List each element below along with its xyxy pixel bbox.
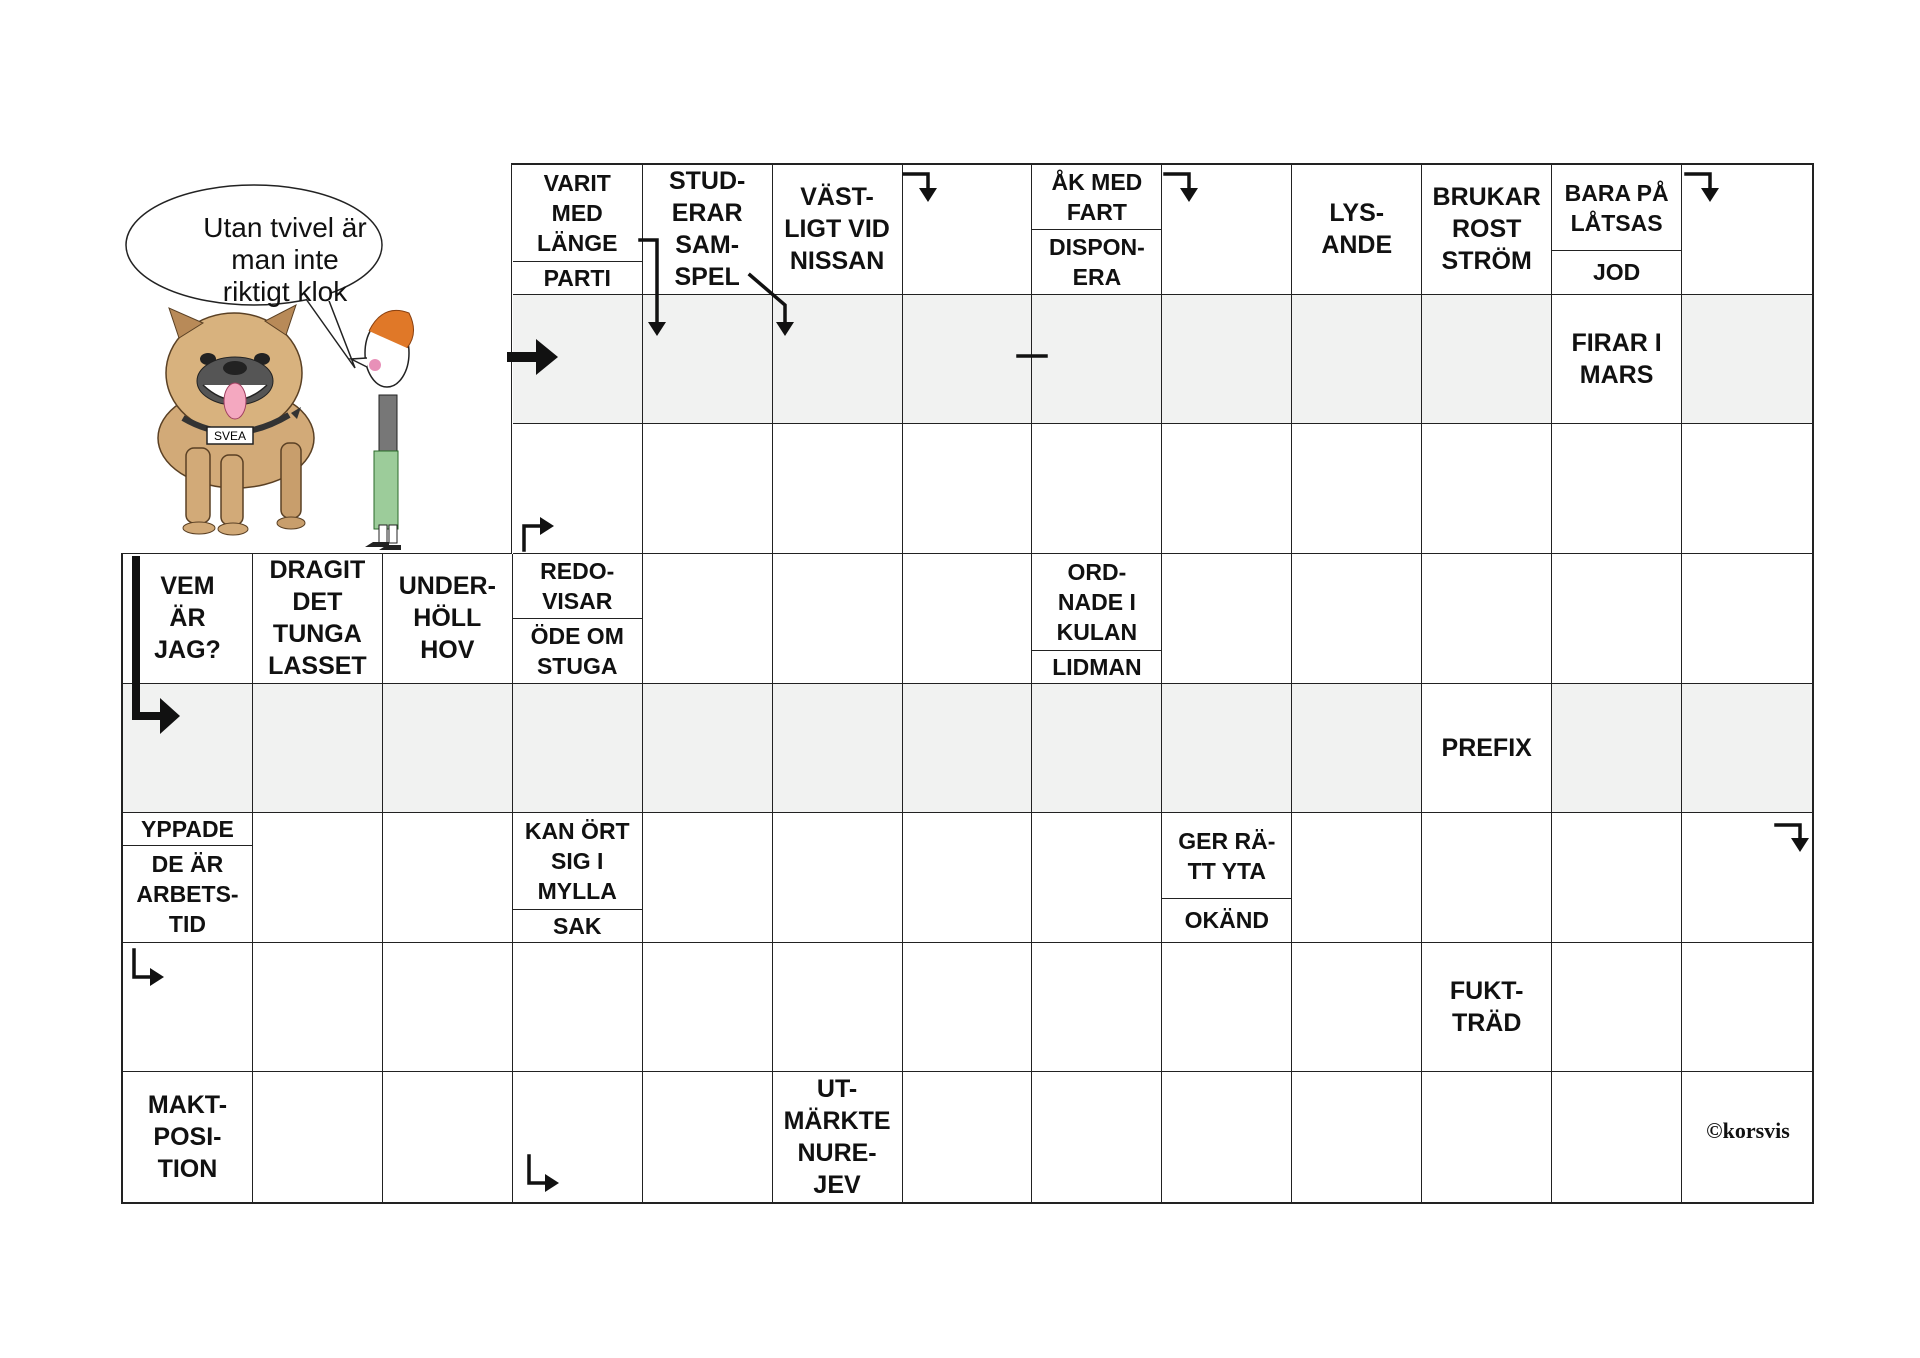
clue-cell	[513, 813, 643, 943]
clue-text: YPPADE	[141, 816, 234, 843]
answer-cell[interactable]	[903, 554, 1033, 684]
answer-cell[interactable]	[643, 554, 773, 684]
clue-text: DRAGIT DET TUNGA LASSET	[268, 556, 367, 681]
answer-cell[interactable]	[253, 684, 383, 814]
answer-cell[interactable]	[1422, 813, 1552, 943]
clue-cell	[123, 554, 253, 684]
answer-cell[interactable]	[1682, 424, 1812, 554]
answer-cell[interactable]	[773, 424, 903, 554]
answer-cell[interactable]	[903, 165, 1033, 295]
answer-cell[interactable]	[1682, 943, 1812, 1073]
clue-cell	[643, 165, 773, 295]
clue-text: UT- MÄRKTE NURE- JEV	[783, 1075, 891, 1200]
clue-cell	[1422, 684, 1552, 814]
clue-cell	[1422, 165, 1552, 295]
answer-cell[interactable]	[1682, 165, 1812, 295]
clue-cell	[123, 1072, 253, 1202]
clue-text: VÄST- LIGT VID NISSAN	[784, 183, 890, 276]
answer-cell[interactable]	[1162, 1072, 1292, 1202]
clue-text: DE ÄR ARBETS- TID	[123, 845, 252, 942]
clue-text: MAKT- POSI- TION	[147, 1091, 228, 1184]
clue-text: JOD	[1552, 250, 1681, 294]
clue-text: PARTI	[513, 261, 642, 294]
answer-cell[interactable]	[513, 295, 643, 425]
answer-cell[interactable]	[123, 943, 253, 1073]
clue-text: ORD- NADE I KULAN	[1056, 558, 1138, 645]
answer-cell[interactable]	[1292, 424, 1422, 554]
clue-text: BARA PÅ LÅTSAS	[1564, 179, 1669, 236]
clue-cell	[1552, 165, 1682, 295]
answer-cell[interactable]	[1292, 813, 1422, 943]
answer-cell[interactable]	[1552, 1072, 1682, 1202]
answer-cell[interactable]	[1162, 424, 1292, 554]
answer-cell[interactable]	[643, 295, 773, 425]
clue-cell	[123, 813, 253, 943]
answer-cell[interactable]	[643, 684, 773, 814]
answer-cell[interactable]	[1422, 1072, 1552, 1202]
answer-cell[interactable]	[773, 943, 903, 1073]
clue-cell	[1162, 813, 1292, 943]
answer-cell[interactable]	[903, 295, 1033, 425]
clue-text: STUD- ERAR SAM- SPEL	[668, 167, 746, 292]
answer-cell[interactable]	[1162, 943, 1292, 1073]
answer-cell[interactable]	[383, 1072, 513, 1202]
clue-cell	[513, 554, 643, 684]
answer-cell[interactable]	[1422, 554, 1552, 684]
clue-text: REDO- VISAR	[540, 557, 615, 614]
clue-text: LIDMAN	[1032, 650, 1161, 683]
clue-text: ÅK MED FART	[1051, 168, 1143, 225]
copyright-notice: ©korsvis	[1706, 1118, 1790, 1143]
clue-cell	[1552, 295, 1682, 425]
clue-cell	[513, 165, 643, 295]
answer-cell[interactable]	[1682, 813, 1812, 943]
clue-text: FIRAR I MARS	[1571, 328, 1662, 389]
answer-cell[interactable]	[1292, 943, 1422, 1073]
answer-cell[interactable]	[773, 295, 903, 425]
answer-cell[interactable]	[1552, 424, 1682, 554]
clue-cell	[1292, 165, 1422, 295]
answer-cell[interactable]	[1552, 554, 1682, 684]
answer-cell[interactable]	[383, 684, 513, 814]
clue-cell	[1032, 165, 1162, 295]
answer-cell[interactable]	[1422, 424, 1552, 554]
answer-cell[interactable]	[773, 554, 903, 684]
answer-cell[interactable]	[903, 1072, 1033, 1202]
answer-cell[interactable]	[1682, 684, 1812, 814]
answer-cell[interactable]	[1032, 295, 1162, 425]
answer-cell[interactable]	[1032, 1072, 1162, 1202]
answer-cell[interactable]	[1292, 554, 1422, 684]
answer-cell[interactable]	[1552, 943, 1682, 1073]
clue-cell	[1032, 554, 1162, 684]
answer-cell[interactable]	[1292, 1072, 1422, 1202]
answer-cell[interactable]	[383, 943, 513, 1073]
clue-text: ÖDE OM STUGA	[513, 618, 642, 683]
answer-cell[interactable]	[773, 684, 903, 814]
clue-text: PREFIX	[1441, 733, 1532, 762]
clue-text: UNDER- HÖLL HOV	[398, 572, 496, 665]
answer-cell[interactable]	[513, 684, 643, 814]
answer-cell[interactable]	[643, 1072, 773, 1202]
clue-text: VARIT MED LÄNGE	[536, 169, 618, 256]
answer-cell[interactable]	[1552, 684, 1682, 814]
clue-text: OKÄND	[1162, 898, 1291, 942]
clue-cell	[383, 554, 513, 684]
answer-cell[interactable]	[513, 1072, 643, 1202]
clue-text: KAN ÖRT SIG I MYLLA	[524, 817, 630, 904]
answer-cell[interactable]	[1292, 295, 1422, 425]
answer-cell[interactable]	[253, 943, 383, 1073]
clue-text: DISPON- ERA	[1032, 229, 1161, 294]
answer-cell[interactable]	[1162, 295, 1292, 425]
answer-cell[interactable]	[643, 813, 773, 943]
clue-cell	[1422, 943, 1552, 1073]
answer-cell[interactable]	[253, 1072, 383, 1202]
clue-cell	[773, 1072, 903, 1202]
answer-cell[interactable]	[1682, 295, 1812, 425]
answer-cell[interactable]	[1032, 684, 1162, 814]
clue-cell	[253, 554, 383, 684]
answer-cell[interactable]	[643, 424, 773, 554]
clue-text: LYS- ANDE	[1321, 199, 1393, 260]
answer-cell[interactable]	[253, 813, 383, 943]
clue-text: FUKT- TRÄD	[1449, 977, 1524, 1038]
answer-cell[interactable]	[123, 684, 253, 814]
answer-cell[interactable]	[1162, 684, 1292, 814]
answer-cell[interactable]	[773, 813, 903, 943]
clue-text: SAK	[513, 909, 642, 942]
speech-bubble-text: Utan tvivel är man inte riktigt klok	[203, 212, 367, 307]
answer-cell[interactable]	[903, 684, 1033, 814]
answer-cell[interactable]	[1162, 554, 1292, 684]
clue-text: GER RÄ- TT YTA	[1178, 827, 1276, 884]
answer-cell[interactable]	[903, 813, 1033, 943]
answer-cell[interactable]	[513, 424, 643, 554]
clue-text: VEM ÄR JAG?	[154, 572, 221, 665]
answer-cell[interactable]	[1032, 943, 1162, 1073]
answer-cell[interactable]	[1162, 165, 1292, 295]
answer-cell[interactable]	[903, 943, 1033, 1073]
answer-cell[interactable]	[513, 943, 643, 1073]
answer-cell[interactable]	[903, 424, 1033, 554]
clue-cell	[773, 165, 903, 295]
answer-cell[interactable]	[1032, 813, 1162, 943]
answer-cell[interactable]	[1682, 554, 1812, 684]
answer-cell[interactable]	[383, 813, 513, 943]
answer-cell[interactable]	[1292, 684, 1422, 814]
collar-tag: SVEA	[213, 429, 247, 443]
cartoon-illustration	[121, 163, 512, 554]
clue-text: BRUKAR ROST STRÖM	[1432, 183, 1541, 276]
answer-cell[interactable]	[1422, 295, 1552, 425]
answer-cell[interactable]	[643, 943, 773, 1073]
answer-cell[interactable]	[1552, 813, 1682, 943]
answer-cell[interactable]	[1032, 424, 1162, 554]
